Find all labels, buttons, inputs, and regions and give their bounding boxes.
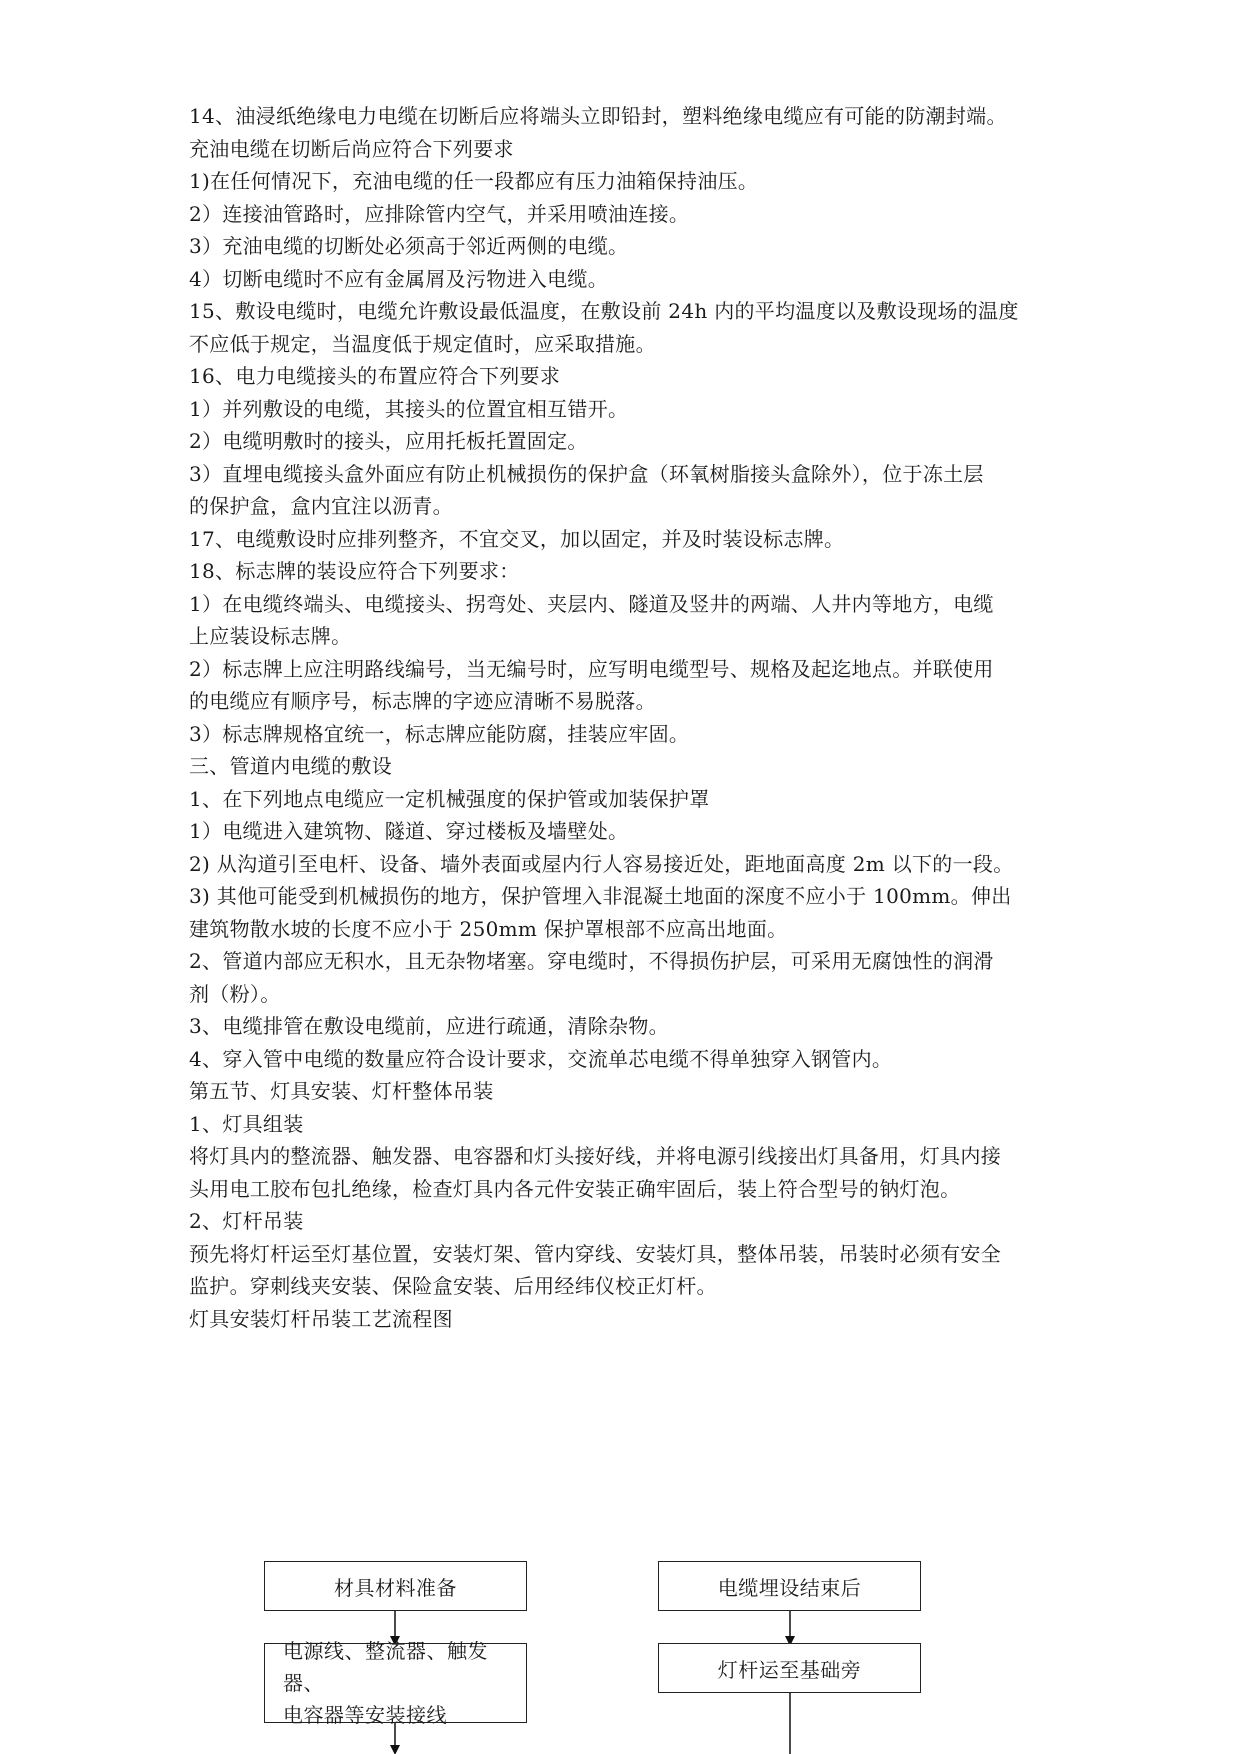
- text-line: 三、管道内电缆的敷设: [189, 754, 392, 778]
- text-line: 15、敷设电缆时，电缆允许敷设最低温度，在敷设前 24h 内的平均温度以及敷设现场的温度: [189, 299, 1019, 323]
- text-line: 2) 从沟道引至电杆、设备、墙外表面或屋内行人容易接近处，距地面高度 2m 以下的一段。: [189, 851, 1014, 876]
- text-line: 2、灯杆吊装: [189, 1209, 304, 1233]
- text-line: 4、穿入管中电缆的数量应符合设计要求，交流单芯电缆不得单独穿入钢管内。: [189, 1046, 893, 1071]
- text-line: 监护。穿刺线夹安装、保险盒安装、后用经纬仪校正灯杆。: [189, 1274, 717, 1298]
- text-line: 4）切断电缆时不应有金属屑及污物进入电缆。: [189, 266, 609, 291]
- flow-box-cable-laid: [658, 1561, 921, 1611]
- text-line: 的保护盒，盒内宜注以沥青。: [189, 494, 453, 518]
- text-line: 剂（粉）。: [189, 981, 281, 1006]
- text-line: 18、标志牌的装设应符合下列要求：: [189, 559, 520, 583]
- text-line: 1、在下列地点电缆应一定机械强度的保护管或加装保护罩: [189, 786, 710, 811]
- text-line: 3）标志牌规格宜统一，标志牌应能防腐，挂装应牢固。: [189, 721, 690, 746]
- text-line: 建筑物散水坡的长度不应小于 250mm 保护罩根部不应高出地面。: [189, 916, 788, 941]
- text-line: 2）标志牌上应注明路线编号，当无编号时，应写明电缆型号、规格及起迄地点。并联使用: [189, 656, 994, 681]
- text-line: 1）电缆进入建筑物、隧道、穿过楼板及墙壁处。: [189, 819, 629, 843]
- text-line: 的电缆应有顺序号，标志牌的字迹应清晰不易脱落。: [189, 689, 656, 713]
- text-line: 16、电力电缆接头的布置应符合下列要求: [189, 364, 561, 388]
- flow-box-pole-transport: [658, 1643, 921, 1693]
- flow-box-cable-laid-label: 电缆埋设结束后: [717, 1575, 862, 1600]
- text-line: 1)在任何情况下，充油电缆的任一段都应有压力油箱保持油压。: [189, 169, 759, 193]
- text-line: 1）在电缆终端头、电缆接头、拐弯处、夹层内、隧道及竖井的两端、人井内等地方，电缆: [189, 591, 994, 616]
- text-line: 第五节、灯具安装、灯杆整体吊装: [189, 1079, 494, 1103]
- text-line: 3）直埋电缆接头盒外面应有防止机械损伤的保护盒（环氧树脂接头盒除外），位于冻土层: [189, 461, 984, 486]
- text-line: 2）连接油管路时，应排除管内空气，并采用喷油连接。: [189, 201, 690, 226]
- text-line: 3) 其他可能受到机械损伤的地方，保护管埋入非混凝土地面的深度不应小于 100mm。伸出: [189, 884, 1012, 908]
- text-line: 不应低于规定，当温度低于规定值时，应采取措施。: [189, 331, 656, 356]
- text-line: 2、管道内部应无积水，且无杂物堵塞。穿电缆时，不得损伤护层，可采用无腐蚀性的润滑: [189, 949, 994, 973]
- flow-box-wiring: [264, 1639, 527, 1727]
- text-line: 预先将灯杆运至灯基位置，安装灯架、管内穿线、安装灯具，整体吊装，吊装时必须有安全: [189, 1241, 1001, 1266]
- flow-box-pole-transport-label: 灯杆运至基础旁: [717, 1657, 862, 1682]
- text-line: 将灯具内的整流器、触发器、电容器和灯头接好线，并将电源引线接出灯具备用，灯具内接: [189, 1144, 1001, 1168]
- flow-box-wiring-line2: 电容器等安装接线: [283, 1703, 447, 1727]
- text-line: 1）并列敷设的电缆，其接头的位置宜相互错开。: [189, 396, 629, 421]
- flow-box-material-prep-label: 材具材料准备: [334, 1575, 457, 1600]
- document-body: [189, 100, 1059, 1335]
- text-line: 头用电工胶布包扎绝缘，检查灯具内各元件安装正确牢固后，装上符合型号的钠灯泡。: [189, 1176, 961, 1201]
- text-line: 14、油浸纸绝缘电力电缆在切断后应将端头立即铅封，塑料绝缘电缆应有可能的防潮封端。: [189, 104, 1007, 128]
- text-line: 灯具安装灯杆吊装工艺流程图: [189, 1306, 453, 1331]
- text-line: 17、电缆敷设时应排列整齐，不宜交叉，加以固定，并及时装设标志牌。: [189, 526, 845, 551]
- text-line: 1、灯具组装: [189, 1111, 304, 1136]
- flow-box-wiring-line1: 电源线、整流器、触发器、: [283, 1639, 488, 1695]
- text-line: 充油电缆在切断后尚应符合下列要求: [189, 136, 514, 161]
- text-line: 3）充油电缆的切断处必须高于邻近两侧的电缆。: [189, 234, 629, 258]
- text-line: 上应装设标志牌。: [189, 624, 352, 648]
- flow-box-material-prep: [264, 1561, 527, 1611]
- text-line: 2）电缆明敷时的接头，应用托板托置固定。: [189, 429, 588, 453]
- text-line: 3、电缆排管在敷设电缆前，应进行疏通，清除杂物。: [189, 1014, 669, 1038]
